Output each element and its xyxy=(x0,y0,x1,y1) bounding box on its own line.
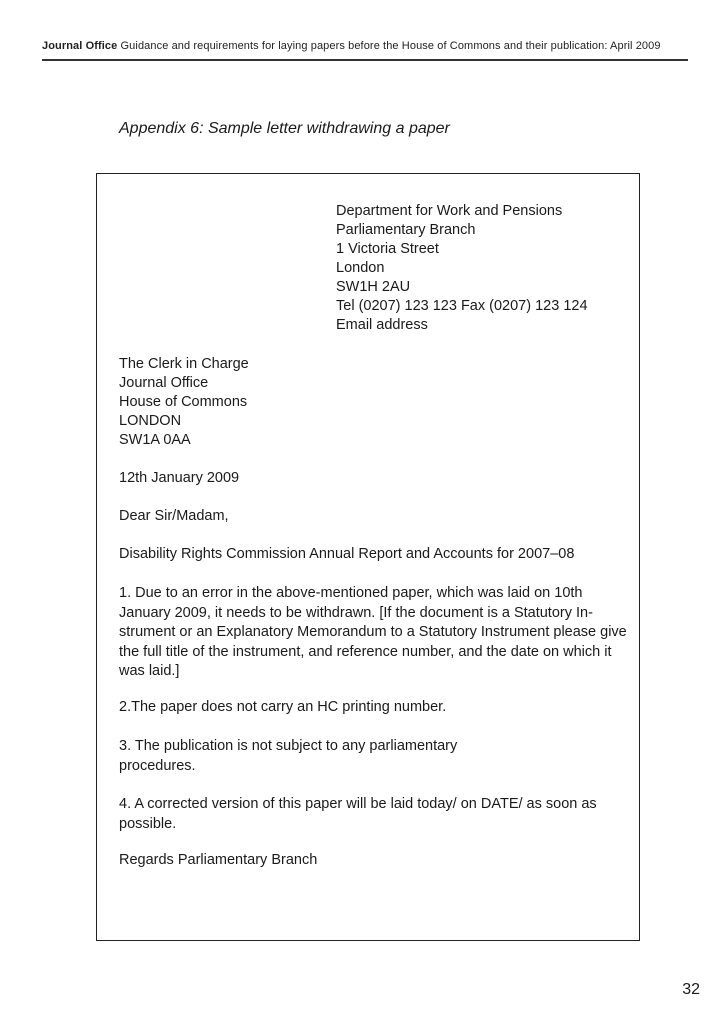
header-divider xyxy=(42,59,688,61)
page-number: 32 xyxy=(682,981,700,998)
letter-closing: Regards Parliamentary Branch xyxy=(119,852,318,868)
recipient-address xyxy=(119,355,249,450)
letter-paragraph-1: 1. Due to an error in the above-mentioned paper, which was laid on 10th January 2009, it needs to be withdrawn. [If the document is a Statutory Instrument or an Explanatory Memorandum to a Statutory Instrument please give the full title of the instrument, and reference number, and the date on which it was laid.] xyxy=(119,585,627,679)
letter-date: 12th January 2009 xyxy=(119,470,240,486)
sender-line-phone-fax: Tel (0207) 123 123 Fax (0207) 123 124 xyxy=(336,298,588,314)
recipient-line-house: House of Commons xyxy=(119,394,248,410)
letter-paragraph-2: 2.The paper does not carry an HC printing number. xyxy=(119,699,447,715)
sender-line-email: Email address xyxy=(336,317,428,333)
sender-line-postcode: SW1H 2AU xyxy=(336,279,411,295)
sender-line-street: 1 Victoria Street xyxy=(336,241,439,257)
letter-subject: Disability Rights Commission Annual Report and Accounts for 2007–08 xyxy=(119,546,575,562)
recipient-line-office: Journal Office xyxy=(119,375,209,391)
header-guidance-text: Guidance and requirements for laying papers before the House of Commons and their publication: April 2009 xyxy=(120,40,661,52)
page-title: Appendix 6: Sample letter withdrawing a paper xyxy=(119,120,450,137)
sender-line-department: Department for Work and Pensions xyxy=(336,203,563,219)
recipient-line-city: LONDON xyxy=(119,413,182,429)
letter-salutation: Dear Sir/Madam, xyxy=(119,508,229,524)
sender-address xyxy=(336,202,588,335)
running-header xyxy=(42,40,688,52)
letter-paragraph-4: 4. A corrected version of this paper will be laid today/ on DATE/ as soon as possible. xyxy=(119,796,597,832)
sender-line-branch: Parliamentary Branch xyxy=(336,222,476,238)
recipient-line-clerk: The Clerk in Charge xyxy=(119,356,249,372)
header-journal-office: Journal Office xyxy=(42,40,118,52)
recipient-line-postcode: SW1A 0AA xyxy=(119,432,191,448)
letter-paragraph-3: 3. The publication is not subject to any parliamentary procedures. xyxy=(119,738,458,774)
sender-line-city: London xyxy=(336,260,385,276)
